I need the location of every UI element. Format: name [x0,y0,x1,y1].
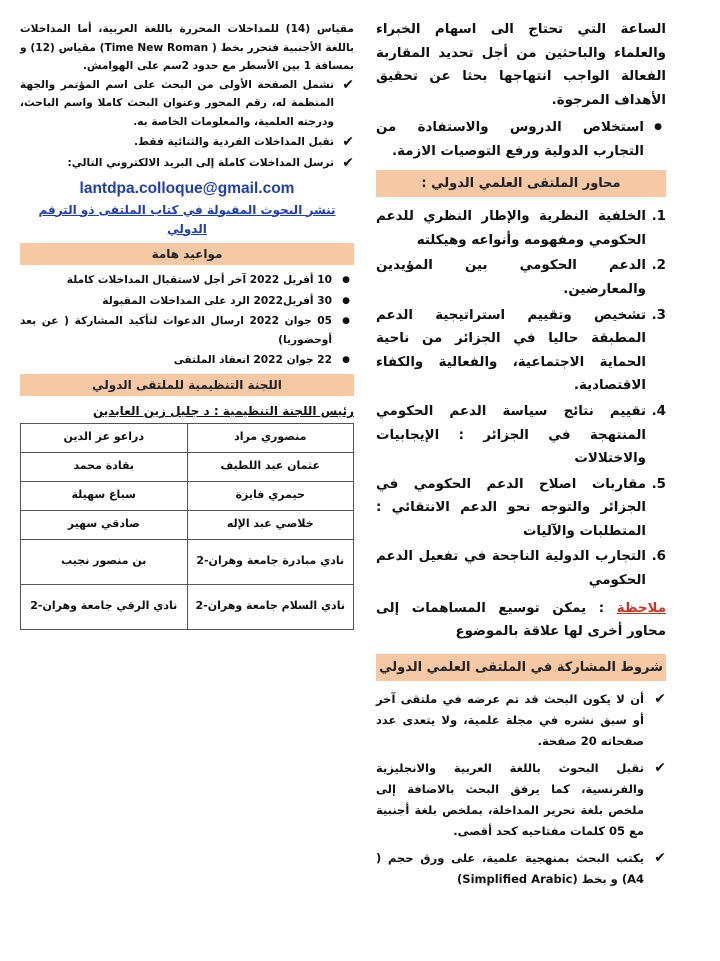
table-row [21,423,354,452]
check-icon: ✔ [342,76,354,93]
axis-item: 3. تشخيص وتقييم استراتيجية الدعم المطبقة حاليا في الجزائر من ناحية الحماية الاجتماعية، والفعالية والكفاء الاقتصادية. [376,307,666,394]
axis-item: 4. تقييم نتائج سياسة الدعم الحكومي المنتهجة في الجزائر : الإيجابيات والاختلالات [376,403,666,467]
format-paragraph: مقياس (14) للمداخلات المحررة باللغة العربية، أما المداخلات باللغة الأجنبية فتحرر بخط ( Time New Roman) مقياس (12) و بمسافة 1 بين الأسطر مع حدود 2سم على الهوامش. [20,23,354,72]
member-cell: بن منصور نجيب [21,539,188,584]
contact-email[interactable]: lantdpa.colloque@gmail.com [79,180,295,197]
axes-list [376,205,666,593]
table-row [21,539,354,584]
committee-table [20,423,354,630]
table-row [21,510,354,539]
check-icon: ✔ [654,850,666,867]
member-cell: حيمري فايزة [187,481,354,510]
axis-item: 5. مقاربات اصلاح الدعم الحكومي في الجزائر والتوجه نحو الدعم الانتقائي : المتطلبات والآليات [376,476,666,539]
check-icon: ✔ [654,760,666,777]
table-row [21,452,354,481]
date-item: ● 05 جوان 2022 ارسال الدعوات لتأكيد المشاركة ( عن بعد أوحضوريا) [20,312,354,349]
check-icon: ✔ [654,691,666,708]
note-label: ملاحظة [616,600,666,616]
note-text: : يمكن توسيع المساهمات إلى محاور أخرى لها علاقة بالموضوع [376,600,666,640]
publication-note[interactable]: تنشر البحوث المقبولة في كتاب الملتقى ذو الترقم الدولي [38,202,336,236]
member-cell: نادي مبادرة جامعة وهران-2 [187,539,354,584]
member-cell: نادي الرقي جامعة وهران-2 [21,584,188,629]
date-item: ● 30 أفريل2022 الرد على المداخلات المقبولة [20,292,354,311]
member-cell: بقادة محمد [21,452,188,481]
submission-checks [20,76,354,173]
check-icon: ✔ [342,134,354,150]
dates-header: مواعيد هامة [20,243,354,266]
submission-item: ✔ تقبل المداخلات الفردية والثنائية فقط. [133,134,354,150]
axis-item: 1. الخلفية النظرية والإطار النظري للدعم الحكومي ومفهومه وأنواعه وهيكلته [376,209,666,248]
member-cell: عثمان عبد اللطيف [187,452,354,481]
member-cell: خلاصي عبد الإله [187,510,354,539]
dates-list [20,271,354,370]
axes-header: محاور الملتقى العلمي الدولي : [376,170,666,198]
conditions-header: شروط المشاركة في الملتقى العلمي الدولي [376,654,666,682]
committee-chair: رئيس اللجنة التنظيمية : د جليل زين العابدين [92,404,354,418]
member-cell: دراعو عز الدين [21,423,188,452]
axis-item: 2. الدعم الحكومي بين المؤيدين والمعارضين. [376,258,666,297]
date-item: ● 10 أفريل 2022 آخر أجل لاستقبال المداخلات كاملة [20,271,354,290]
table-row [21,481,354,510]
table-row [21,584,354,629]
intro-bullets [376,116,666,163]
left-column [20,20,354,630]
member-cell: سباغ سهيلة [21,481,188,510]
member-cell: منصوري مراد [187,423,354,452]
submission-item: ✔ ترسل المداخلات كاملة إلى البريد الالكتروني التالي: [67,154,354,171]
condition-item: ✔ تقبل البحوث باللغة العربية والانجليزية والفرنسية، كما يرفق البحث بالاضافة إلى ملخص بلغة تحرير المداخلة، بملخص بلغة أجنبية مع 05 كلمات مفتاحيه كحد أقصى. [376,760,666,839]
condition-item: ✔ أن لا يكون البحث قد تم عرضه في ملتقى آخر أو سبق نشره في مجلة علمية، ولا يتعدى عدد صفحاته 20 صفحة. [376,691,666,749]
member-cell: نادي السلام جامعة وهران-2 [187,584,354,629]
member-cell: صادقي سهير [21,510,188,539]
conditions-list [376,689,666,890]
committee-header: اللجنة التنظيمية للملتقى الدولي [20,374,354,397]
date-item: ● 22 جوان 2022 انعقاد الملتقى [20,351,354,370]
right-column [376,18,666,896]
axis-item: 6. التجارب الدولية الناجحة في تفعيل الدعم الحكومي [376,549,666,589]
submission-item: ✔ تشمل الصفحة الأولى من البحث على اسم المؤتمر والجهة المنظمة له، رقم المحور وعنوان البحث كاملا واسم الباحث، ودرجته العلمية، والمعلومات الخاصة به. [20,76,354,128]
intro-bullet: ● استخلاص الدروس والاستفادة من التجارب الدولية ورفع التوصيات الازمة. [376,116,666,163]
check-icon: ✔ [342,154,354,171]
intro-paragraph: الساعة التي تحتاج الى اسهام الخبراء والعلماء والباحثين من أجل تحديد المقاربة الفعالة الواجب انتهاجها بحثا عن تحقيق الأهداف المرجوة. [376,22,666,108]
condition-item: ✔ يكتب البحث بمنهجية علمية، على ورق حجم ( A4) و بخط (Simplified Arabic) [376,850,666,887]
note [376,597,666,644]
